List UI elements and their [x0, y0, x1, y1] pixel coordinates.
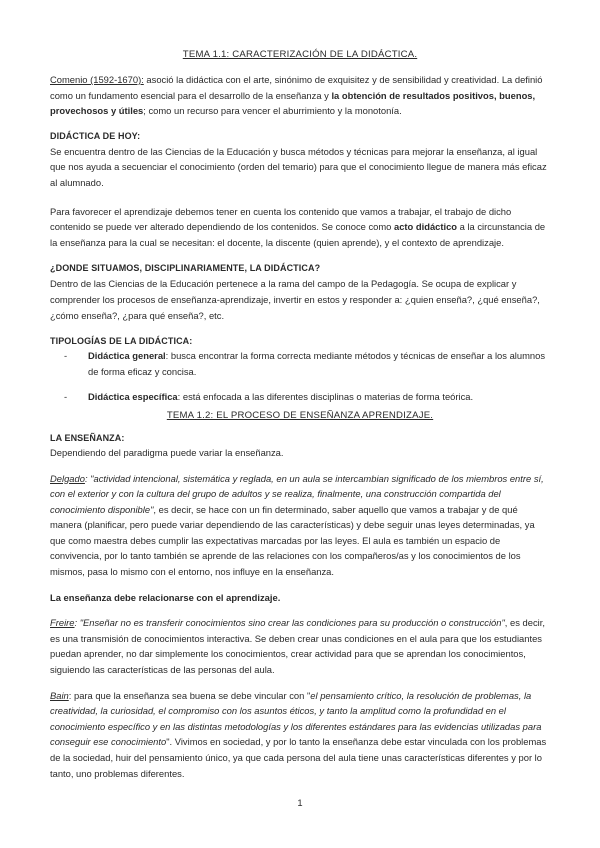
situamos-paragraph: Dentro de las Ciencias de la Educación pertenece a la rama del campo de la Pedagogía. Se ocupa de explicar y comprender los procesos de enseñanza-aprendizaje, invertir en estos y responder a: ¿quien enseña?, ¿qué enseña?, ¿cómo enseña?, ¿para qué enseña?, etc.	[50, 278, 540, 321]
list-item: - Didáctica general: busca encontrar la forma correcta mediante métodos y técnicas de enseñar a los alumnos de forma eficaz y concisa.	[50, 348, 550, 379]
relacion-aprendizaje-statement: La enseñanza debe relacionarse con el aprendizaje.	[50, 591, 281, 603]
bain-paragraph: Bain: para que la enseñanza sea buena se debe vincular con "el pensamiento crítico, la resolución de problemas, la creatividad, la curiosidad, el compromiso con los asuntos éticos, y tanto la amplitud como la profundidad en el conocimiento específico y en las distintas metodologías y los diferentes estándares para las evidencias utilizadas para conseguir ese conocimiento". Vivimos en sociedad, y por lo tanto la enseñanza debe estar vinculada con los problemas de la sociedad, huir del pensamiento único, ya que cada persona del aula tiene unas características diferentes y por lo tanto, uno problemas diferentes.	[50, 689, 547, 779]
freire-paragraph: Freire: "Enseñar no es transferir conocimientos sino crear las condiciones para su producción o construcción", es decir, es una transmisión de conocimientos interactiva. Se deben crear unas condiciones en el aula para que los estudiantes puedan aprender, no dar simplemente los conocimientos, crear actividad para que se aprendan los conocimientos, siguiendo las características de las personas del aula.	[50, 617, 545, 676]
didactica-de-hoy-heading: DIDÁCTICA DE HOY:	[50, 130, 141, 141]
tema-1-2-title: TEMA 1.2: EL PROCESO DE ENSEÑANZA APRENDIZAJE.	[166, 409, 434, 421]
tema-1-1-title: TEMA 1.1: CARACTERIZACIÓN DE LA DIDÁCTICA.	[182, 49, 418, 60]
comenio-paragraph: Comenio (1592-1670): asoció la didáctica con el arte, sinónimo de exquisitez y de sensibilidad y creatividad. La definió como un fundamento esencial para el desarrollo de la enseñanza y la obtención de resultados positivos, buenos, provechosos y útiles; como un recurso para vencer el aburrimiento y la monotonía.	[50, 74, 543, 117]
la-ensenanza-heading: LA ENSEÑANZA:	[50, 432, 125, 443]
didactica-de-hoy-paragraph: Se encuentra dentro de las Ciencias de la Educación y busca métodos y técnicas para mejorar la enseñanza, al igual que nos ayuda a secuenciar el conocimiento (orden del temario) para que el conocimiento llegue de manera más eficaz al alumnado.	[50, 145, 547, 188]
document-page	[50, 48, 550, 781]
comenio-name: Comenio (1592-1670):	[50, 74, 144, 85]
acto-didactico-paragraph: Para favorecer el aprendizaje debemos tener en cuenta los contenido que vamos a trabajar, el trabajo de dicho contenido se puede ver alterado dependiendo de los contenidos. Se conoce como acto didáctico a la circunstancia de la enseñanza para la cual se necesitan: el docente, la discente (quien aprende), y el contexto de aprendizaje.	[50, 205, 546, 248]
delgado-paragraph: Delgado: "actividad intencional, sistemática y reglada, en un aula se intercambian significado de los miembros entre sí, con el exterior y con la cultura del grupo de adultos y se realiza, finalmente, una construcción compartida del conocimiento disponible", es decir, se hace con un fin determinado, saber aquello que vamos a trabajar y de qué manera (planificar, pero puede variar dependiendo de las características) y debe seguir unas leyes determinadas, ya que como maestra debes cumplir las expectativas marcadas por las leyes. El aula es también un espacio de convivencia, por lo tanto también se aprende de las relaciones con los compañeros/as y los conocimientos de los mismos, pasa lo mismo con el entorno, nos influye en la enseñanza.	[50, 472, 544, 578]
freire-name: Freire	[50, 617, 75, 629]
situamos-heading: ¿DONDE SITUAMOS, DISCIPLINARIAMENTE, LA DIDÁCTICA?	[50, 263, 321, 274]
page-number: 1	[297, 797, 303, 808]
delgado-name: Delgado	[50, 472, 85, 484]
bain-name: Bain	[50, 689, 69, 701]
tipologias-heading: TIPOLOGÍAS DE LA DIDÁCTICA:	[50, 336, 193, 347]
tipologias-list	[50, 348, 550, 405]
la-ensenanza-paragraph: Dependiendo del paradigma puede variar la enseñanza.	[50, 446, 284, 458]
list-item: - Didáctica específica: está enfocada a las diferentes disciplinas o materias de forma teórica.	[50, 389, 550, 405]
